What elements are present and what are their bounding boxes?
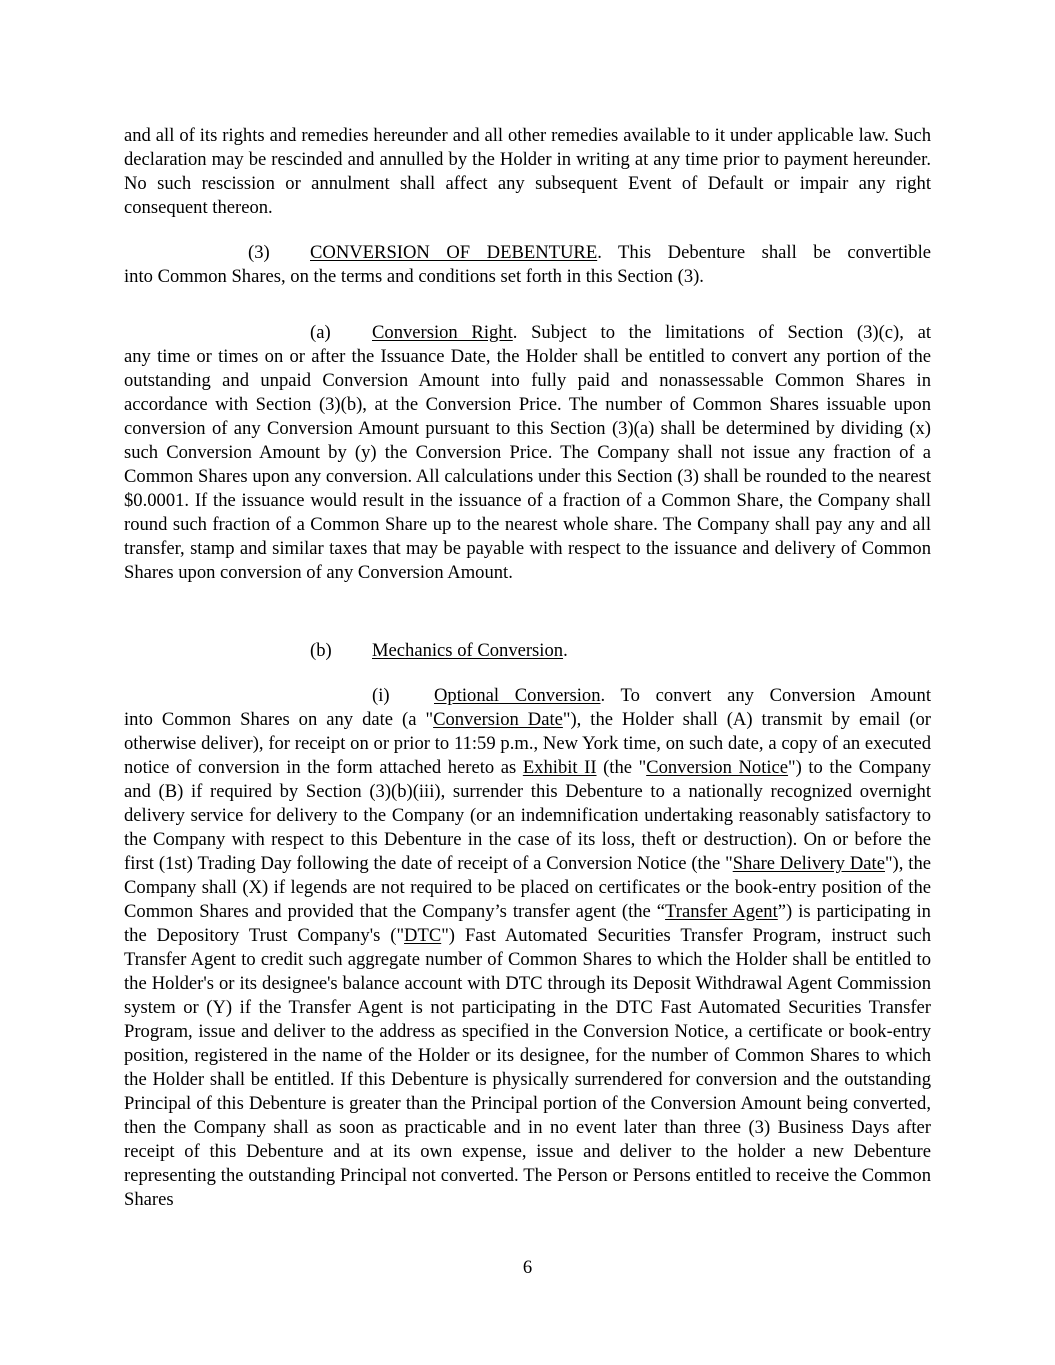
section-3a-title: Conversion Right bbox=[372, 322, 513, 343]
section-3bi-title: Optional Conversion bbox=[434, 685, 601, 706]
page-number: 6 bbox=[522, 1257, 533, 1278]
section-3a-first-line: . Subject to the limitations of Section (3)(c), at bbox=[512, 322, 931, 343]
section-3bi bbox=[124, 684, 931, 1212]
transfer-agent-term: Transfer Agent bbox=[665, 901, 778, 922]
section-3b-heading: (b) Mechanics of Conversion. bbox=[310, 640, 568, 661]
section-3-intro-line1: . This Debenture shall be convertible bbox=[597, 242, 931, 263]
section-3-title: CONVERSION OF DEBENTURE bbox=[310, 242, 598, 263]
section-3b-title: Mechanics of Conversion bbox=[372, 640, 564, 661]
section-3-intro-line2: into Common Shares, on the terms and conditions set forth in this Section (3). bbox=[124, 266, 704, 287]
share-delivery-date-term: Share Delivery Date bbox=[732, 853, 885, 874]
conversion-notice-term: Conversion Notice bbox=[646, 757, 789, 778]
section-3a bbox=[124, 321, 931, 585]
section-3bi-body: into Common Shares on any date (a "Conversion Date"), the Holder shall (A) transmit by email (or otherwise deliver), for receipt on or prior to 11:59 p.m., New York time, on such date, a copy of an executed notice of conversion in the form attached hereto as Exhibit II (the "Conversion Notice") to the Company and (B) if required by Section (3)(b)(iii), surrender this Debenture to a nationally recognized overnight delivery service for delivery to the Company (or an indemnification undertaking reasonably satisfactory to the Company with respect to this Debenture in the case of its loss, theft or destruction). On or before the first (1st) Trading Day following the date of receipt of a Conversion Notice (the "Share Delivery Date"), the Company shall (X) if legends are not required to be placed on certificates or the book-entry position of the Common Shares and provided that the Company’s transfer agent (the “Transfer Agent”) is participating in the Depository Trust Company's ("DTC") Fast Automated Securities Transfer Program, instruct such Transfer Agent to credit such aggregate number of Common Shares to which the Holder shall be entitled to the Holder's or its designee's balance account with DTC through its Deposit Withdrawal Agent Commission system or (Y) if the Transfer Agent is not participating in the DTC Fast Automated Securities Transfer Program, issue and deliver to the address as specified in the Conversion Notice, a certificate or book-entry position, registered in the name of the Holder or its designee, for the number of Common Shares to which the Holder shall be entitled. If this Debenture is physically surrendered for conversion and the outstanding Principal of this Debenture is greater than the Principal portion of the Conversion Amount being converted, then the Company shall as soon as practicable and in no event later than three (3) Business Days after receipt of this Debenture and at its own expense, issue and deliver to the holder a new Debenture representing the outstanding Principal not converted. The Person or Persons entitled to receive the Common Shares bbox=[124, 709, 932, 1210]
dtc-term: DTC bbox=[404, 925, 442, 946]
section-3bi-number: (i) bbox=[372, 685, 390, 706]
section-3-number: (3) bbox=[248, 242, 270, 263]
paragraph-remedies: and all of its rights and remedies hereunder and all other remedies available to it under applicable law. Such declaration may be rescinded and annulled by the Holder in writing at any time prior to payment hereunder. No such rescission or annulment shall affect any subsequent Event of Default or impair any right consequent thereon. bbox=[124, 125, 931, 218]
section-3-heading bbox=[124, 241, 931, 289]
section-3a-number: (a) bbox=[310, 322, 331, 343]
section-3a-body: any time or times on or after the Issuance Date, the Holder shall be entitled to convert any portion of the outstanding and unpaid Conversion Amount into fully paid and nonassessable Common Shares in accordance with Section (3)(b), at the Conversion Price. The number of Common Shares issuable upon conversion of any Conversion Amount pursuant to this Section (3)(a) shall be determined by dividing (x) such Conversion Amount by (y) the Conversion Price. The Company shall not issue any fraction of a Common Shares upon any conversion. All calculations under this Section (3) shall be rounded to the nearest $0.0001. If the issuance would result in the issuance of a fraction of a Common Share, the Company shall round such fraction of a Common Share up to the nearest whole share. The Company shall pay any and all transfer, stamp and similar taxes that may be payable with respect to the issuance and delivery of Common Shares upon conversion of any Conversion Amount. bbox=[124, 346, 931, 583]
section-3bi-first-line: . To convert any Conversion Amount bbox=[600, 685, 931, 706]
section-3b-number: (b) bbox=[310, 640, 332, 661]
exhibit-ii-reference: Exhibit II bbox=[522, 757, 597, 778]
conversion-date-term: Conversion Date bbox=[433, 709, 563, 730]
